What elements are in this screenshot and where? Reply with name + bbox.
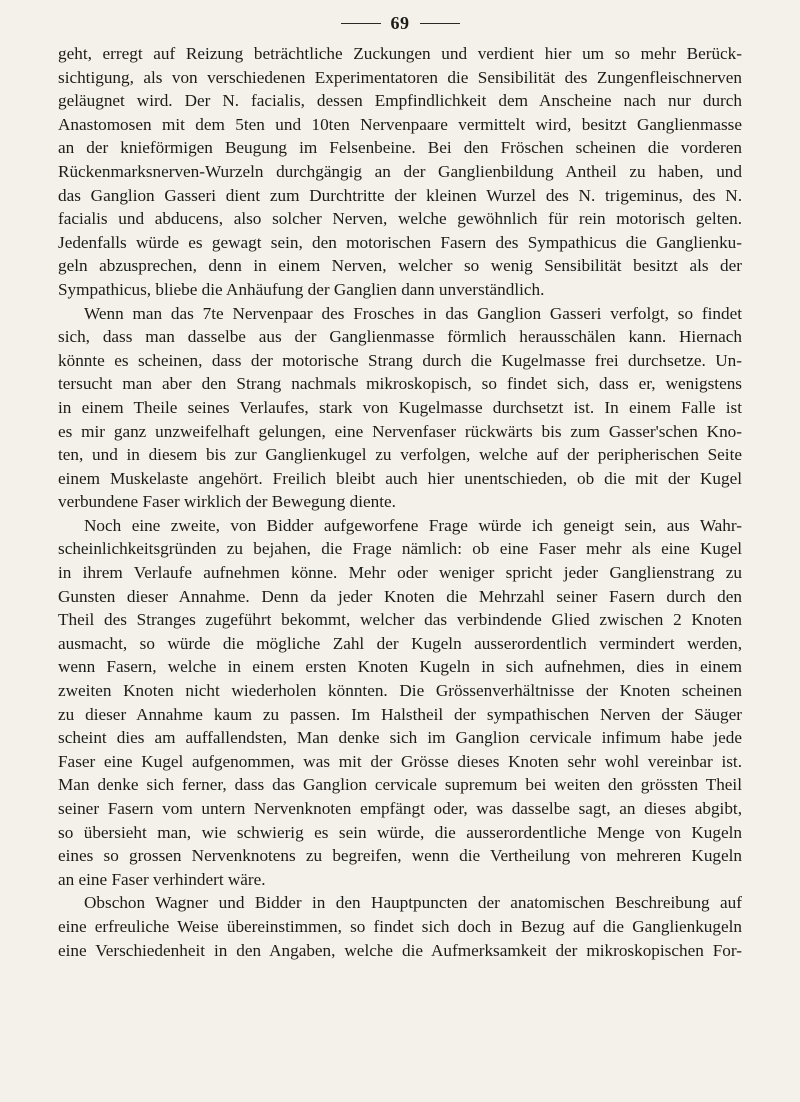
text-line: ausmacht, so würde die mögliche Zahl der Kugeln ausserordentlich vermindert werden, — [58, 633, 742, 653]
header-rule-left — [341, 23, 381, 24]
text-line: eines so grossen Nervenknotens zu begreifen, wenn die Vertheilung von mehreren Kugeln — [58, 846, 742, 866]
text-line: so übersieht man, wie schwierig es sein würde, die ausserordentliche Menge von Kugeln — [58, 822, 742, 842]
text-line: an der knieförmigen Beugung im Felsenbeine. Bei den Fröschen scheinen die vorderen — [58, 138, 742, 158]
page-number: 69 — [390, 12, 410, 33]
text-line: Anastomosen mit dem 5ten und 10ten Nervenpaare vermittelt wird, besitzt Ganglienmasse — [58, 114, 742, 134]
text-line: einem Muskelaste angehört. Freilich bleibt auch hier unentschieden, ob die mit der Kugel — [58, 468, 742, 488]
text-line: geht, erregt auf Reizung beträchtliche Zuckungen und verdient hier um so mehr Berück- — [58, 44, 742, 63]
text-line: sichtigung, als von verschiedenen Experimentatoren die Sensibilität des Zungenfleischnerven — [58, 67, 742, 87]
text-line: Gunsten dieser Annahme. Denn da jeder Knoten die Mehrzahl seiner Fasern durch den — [58, 586, 742, 606]
text-line: eine Verschiedenheit in den Angaben, welche die Aufmerksamkeit der mikroskopischen For- — [58, 940, 742, 960]
text-line: in ihrem Verlaufe aufnehmen könne. Mehr oder weniger spricht jeder Ganglienstrang zu — [58, 563, 742, 583]
text-line: das Ganglion Gasseri dient zum Durchtritte der kleinen Wurzel des N. trigeminus, des N. — [58, 185, 742, 205]
text-line: Man denke sich ferner, dass das Ganglion cervicale supremum bei weiten den grössten Theil — [58, 775, 742, 795]
text-line: Obschon Wagner und Bidder in den Hauptpuncten der anatomischen Beschreibung auf — [84, 893, 742, 913]
text-line: zweiten Knoten nicht wiederholen könnten. Die Grössenverhältnisse der Knoten scheinen — [58, 681, 742, 701]
text-line: in einem Theile seines Verlaufes, stark von Kugelmasse durchsetzt ist. In einem Falle ist — [58, 397, 742, 417]
text-line: Sympathicus, bliebe die Anhäufung der Ganglien dann unverständlich. — [58, 279, 545, 299]
text-line: scheint dies am auffallendsten, Man denke sich im Ganglion cervicale infimum habe jede — [58, 728, 742, 748]
text-line: Faser eine Kugel aufgenommen, was mit der Grösse dieses Knoten sehr wohl vereinbar ist. — [58, 751, 742, 771]
text-line: geln abzusprechen, denn in einem Nerven, welcher so wenig Sensibilität besitzt als der — [58, 256, 742, 276]
text-line: Noch eine zweite, von Bidder aufgeworfene Frage würde ich geneigt sein, aus Wahr- — [84, 515, 742, 535]
text-line: zu dieser Annahme kaum zu passen. Im Halstheil der sympathischen Nerven der Säuger — [58, 704, 742, 724]
text-line: könnte es scheinen, dass der motorische Strang durch die Kugelmasse frei durchsetze. Un- — [58, 350, 742, 370]
text-line: verbundene Faser wirklich der Bewegung diente. — [58, 492, 396, 512]
header-rule-right — [420, 23, 460, 24]
text-line: tersucht man aber den Strang nachmals mikroskopisch, so findet sich, dass er, wenigstens — [58, 374, 742, 394]
text-line: es mir ganz unzweifelhaft gelungen, eine Nervenfaser rückwärts bis zum Gasser'schen Kno- — [58, 421, 742, 441]
text-line: ten, und in diesem bis zur Ganglienkugel zu verfolgen, welche auf der peripherischen Seite — [58, 445, 742, 465]
text-line: eine erfreuliche Weise übereinstimmen, so findet sich doch in Bezug auf die Ganglienkugeln — [58, 916, 742, 936]
body-text — [58, 42, 742, 962]
text-line: Rückenmarksnerven-Wurzeln durchgängig an der Ganglienbildung Antheil zu haben, und — [58, 161, 742, 181]
text-line: Wenn man das 7te Nervenpaar des Frosches in das Ganglion Gasseri verfolgt, so findet — [84, 303, 742, 323]
page-header — [0, 12, 800, 34]
text-line: geläugnet wird. Der N. facialis, dessen Empfindlichkeit dem Anscheine nach nur durch — [58, 91, 742, 111]
text-line: scheinlichkeitsgründen zu bejahen, die Frage nämlich: ob eine Faser mehr als eine Kugel — [58, 539, 742, 559]
text-line: sich, dass man dasselbe aus der Ganglienmasse förmlich herausschälen kann. Hiernach — [58, 327, 742, 347]
text-line: wenn Fasern, welche in einem ersten Knoten Kugeln in sich aufnehmen, dies in einem — [58, 657, 742, 677]
text-line: seiner Fasern vom untern Nervenknoten empfängt oder, was dasselbe sagt, an dieses abgibt, — [58, 799, 742, 818]
text-line: facialis und abducens, also solcher Nerven, welche gewöhnlich für rein motorisch gelten. — [58, 209, 742, 229]
text-line: Jedenfalls würde es gewagt sein, den motorischen Fasern des Sympathicus die Ganglienku- — [58, 232, 742, 252]
text-line: an eine Faser verhindert wäre. — [58, 869, 266, 889]
text-line: Theil des Stranges zugeführt bekommt, welcher das verbindende Glied zwischen 2 Knoten — [58, 610, 742, 630]
